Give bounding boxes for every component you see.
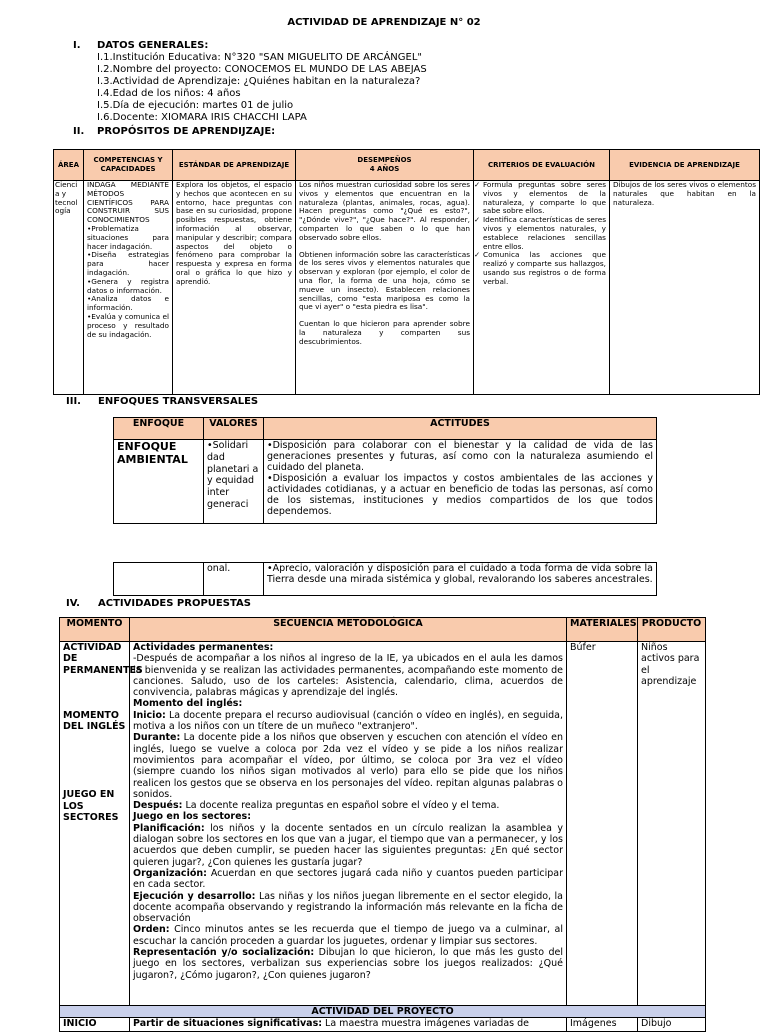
approaches-table-continued (113, 562, 657, 596)
section-4-title: ACTIVIDADES PROPUESTAS (98, 598, 251, 609)
permanent-activities-text: -Después de acompañar a los niños al ingreso de la IE, ya ubicados en el aula les damos la bienvenida y se realizan las actividades permanentes, acompañando este momento de canciones. Saludo, uso de los carteles: Asistencia, calendario, clima, acuerdos de convivencia, palabras mágicas y aprendizaje del inglés. (133, 653, 563, 699)
header-approach: ENFOQUE (114, 418, 204, 440)
header-attitudes: ACTITUDES (264, 418, 657, 440)
play-organization-label: Organización: (133, 867, 207, 879)
performance-paragraph: Los niños muestran curiosidad sobre los seres vivos y elementos que encuentran en la naturaleza (plantas, animales, rocas, agua). Hacen preguntas como "¿Qué es esto?", "¿Dónde vive?", "¿Que hace?". Al responder, comparten lo que saben o lo que han observado sobre ellos. (299, 180, 470, 242)
standard-cell: Explora los objetos, el espacio y hechos que acontecen en su entorno, hace preguntas con base en su curiosidad, propone posibles respuestas, obtiene información al observar, manipular y describir; compara aspectos del objeto o fenómeno para comprobar la respuesta y expresa en forma oral o gráfica lo que hizo y aprendió. (173, 181, 296, 395)
competencies-cell: INDAGA MEDIANTE MÉTODOS CIENTÍFICOS PARA CONSTRUIR SUS CONOCIMIENTOS •Problematiza situaciones para hacer indagación. •Diseña estrategias para hacer indagación. •Genera y registra datos o información. •Analiza datos e información. •Evalúa y comunica el proceso y resultado de su indagación. (84, 181, 173, 395)
materials-cell: Búfer (567, 642, 638, 1006)
section-3-title: ENFOQUES TRANSVERSALES (98, 396, 259, 407)
english-inicio-text: La docente prepara el recurso audiovisual (canción o vídeo en inglés), en seguida, motiva a los niños con un títere de un muñeco "extranjero". (133, 709, 563, 733)
moments-cell (60, 642, 143, 1006)
general-data-line: I.4.Edad de los niños: 4 años (97, 88, 241, 99)
inicio-moment: INICIO (60, 1018, 130, 1032)
header-sequence: SECUENCIA METODOLÓGICA (130, 618, 567, 642)
performance-paragraph: Cuentan lo que hicieron para aprender sobre la naturaleza y comparten sus descubrimientos. (299, 319, 470, 346)
criterion-item: ✓ Formula preguntas sobre seres vivos y elementos de la naturaleza, y comparte lo que sabe sobre ellos. (474, 181, 606, 216)
values-cell: onal. (204, 563, 264, 596)
english-despues-text: La docente realiza preguntas en español sobre el vídeo y el tema. (182, 800, 500, 812)
moment-label: ACTIVIDAD DE PERMANENTES (63, 642, 143, 676)
header-area: ÁREA (54, 150, 84, 181)
header-criteria: CRITERIOS DE EVALUACIÓN (474, 150, 610, 181)
english-despues (133, 800, 563, 811)
sector-play-title: Juego en los sectores: (133, 811, 252, 823)
header-competencies: COMPETENCIAS Y CAPACIDADES (84, 150, 173, 181)
inicio-material: Imágenes (567, 1018, 638, 1032)
general-data-line: I.3.Actividad de Aprendizaje: ¿Quiénes habitan en la naturaleza? (97, 76, 421, 87)
play-representation-text: Dibujan lo que hicieron, lo que más les gusto del juego en los sectores, verbalizan sus experiencias sobre los juegos realizados: ¿Qué jugaron?, ¿Cómo jugaron?, ¿Con quienes jugaron? (133, 947, 564, 981)
play-order-text: Cinco minutos antes se les recuerda que el tiempo de juego va a culminar, al escuchar la canción proceden a guardar los juguetes, ordenar y limpiar sus sectores. (133, 924, 563, 947)
document-title: ACTIVIDAD DE APRENDIZAJE N° 02 (287, 17, 481, 28)
english-durante (133, 732, 563, 800)
product-cell: Niños activos para el aprendizaje (638, 642, 706, 1006)
play-planning-label: Planificación: (133, 822, 205, 834)
play-organization-text: Acuerdan en que sectores jugará cada niño y cuantos pueden participar en cada sector. (133, 867, 563, 891)
activities-table (59, 617, 706, 1032)
play-representation (133, 947, 563, 981)
approach-name: ENFOQUE AMBIENTAL (114, 440, 204, 524)
play-order-label: Orden: (133, 924, 170, 936)
header-standard: ESTÁNDAR DE APRENDIZAJE (173, 150, 296, 181)
header-moment: MOMENTO (60, 618, 130, 642)
permanent-activities-title: Actividades permanentes: (133, 642, 274, 653)
section-4-number: IV. (66, 598, 80, 609)
english-inicio-label: Inicio: (133, 709, 166, 721)
criteria-cell (474, 181, 610, 395)
play-order (133, 924, 563, 947)
play-organization (133, 868, 563, 891)
general-data-line: I.2.Nombre del proyecto: CONOCEMOS EL MUNDO DE LAS ABEJAS (97, 64, 427, 75)
inicio-product: Dibujo (638, 1018, 706, 1032)
approach-empty-cell (114, 563, 204, 596)
header-materials: MATERIALES (567, 618, 638, 642)
criterion-item: ✓ Identifica características de seres vivos y elementos naturales, y establece relaciones sencillas entre ellos. (474, 216, 606, 251)
play-execution-label: Ejecución y desarrollo: (133, 890, 256, 902)
criterion-item: ✓ Comunica las acciones que realizó y comparte sus hallazgos, usando sus registros o de forma verbal. (474, 251, 606, 286)
moment-label: JUEGO EN LOS SECTORES (63, 789, 119, 824)
inicio-text: La maestra muestra imágenes variadas de (322, 1018, 529, 1030)
sequence-cell (130, 642, 567, 1006)
english-durante-label: Durante: (133, 732, 181, 744)
english-moment-title: Momento del inglés: (133, 698, 243, 710)
english-despues-label: Después: (133, 800, 183, 812)
purposes-table (53, 149, 760, 395)
general-data-line: I.1.Institución Educativa: N°320 "SAN MIGUELITO DE ARCÁNGEL" (97, 52, 423, 63)
moment-label: MOMENTO DEL INGLÉS (63, 709, 126, 733)
project-activity-banner: ACTIVIDAD DEL PROYECTO (60, 1006, 706, 1018)
header-evidence: EVIDENCIA DE APRENDIZAJE (610, 150, 760, 181)
attitudes-cell: •Disposición para colaborar con el bienestar y la calidad de vida de las generaciones presentes y futuras, así como con la naturaleza asumiendo el cuidado del planeta. •Disposición a evaluar los impactos y costos ambientales de las acciones y actividades cotidianas, y a actuar en beneficio de todas las personas, así como de los sistemas, instituciones y medios compartidos de los que todos dependemos. (264, 440, 657, 524)
section-3-number: III. (66, 396, 81, 407)
inicio-sequence (130, 1018, 567, 1032)
play-planning (133, 823, 563, 868)
inicio-label: Partir de situaciones significativas: (133, 1018, 323, 1030)
header-product: PRODUCTO (638, 618, 706, 642)
play-execution (133, 891, 563, 925)
evidence-cell: Dibujos de los seres vivos o elementos naturales que habitan en la naturaleza. (610, 181, 760, 395)
performances-cell (296, 181, 474, 395)
values-cell: •Solidari dad planetari a y equidad inter generaci (204, 440, 264, 524)
area-cell: Cienci a y tecnol ogía (54, 181, 84, 395)
general-data-line: I.5.Día de ejecución: martes 01 de julio (97, 100, 294, 111)
english-inicio (133, 710, 563, 733)
section-1-title: DATOS GENERALES: (97, 40, 209, 51)
header-values: VALORES (204, 418, 264, 440)
play-execution-text: Las niñas y los niños juegan libremente en el sector elegido, la docente acompaña observando y registrando la información más relevante en la ficha de observación (133, 890, 563, 925)
section-2-number: II. (73, 126, 85, 137)
play-planning-text: los niños y la docente sentados en un círculo realizan la asamblea y dialogan sobre los sectores en los que van a jugar, el tiempo que van a permanecer, y los acuerdos que deben cumplir, se pueden hacer las siguientes preguntas: ¿En qué sector quieren jugar?, ¿Con quienes les gustaría jugar? (133, 822, 563, 868)
approaches-table (113, 417, 657, 524)
attitudes-cell: •Aprecio, valoración y disposición para el cuidado a toda forma de vida sobre la Tierra desde una mirada sistémica y global, revalorando los saberes ancestrales. (264, 563, 657, 596)
play-representation-label: Representación y/o socialización: (133, 947, 315, 959)
section-2-title: PROPÓSITOS DE APRENDIJZAJE: (97, 126, 276, 137)
section-1-number: I. (73, 40, 81, 51)
general-data-line: I.6.Docente: XIOMARA IRIS CHACCHI LAPA (97, 112, 307, 123)
performance-paragraph: Obtienen información sobre las características de los seres vivos y elementos naturales que observan y exploran (por ejemplo, el color de una flor, la forma de una hoja, cómo se mueve un insecto). Establecen relaciones sencillas, como "esta mariposa es como la que vi ayer" o "esta piedra es lisa". (299, 249, 470, 312)
english-durante-text: La docente pide a los niños que observen y escuchen con atención el vídeo en inglés, luego se vuelve a coloca por 2da vez el vídeo y se pide a los niños realizar movimientos para acompañar el vídeo, por último, se coloca por 3ra vez el vídeo (siempre cuando los niños sigan motivados al verlo) para ello se pide que los niños realicen los gestos que se observa en los personajes del vídeo. repitan algunas palabras o sonidos. (133, 732, 563, 800)
header-performances: DESEMPEÑOS 4 AÑOS (296, 150, 474, 181)
